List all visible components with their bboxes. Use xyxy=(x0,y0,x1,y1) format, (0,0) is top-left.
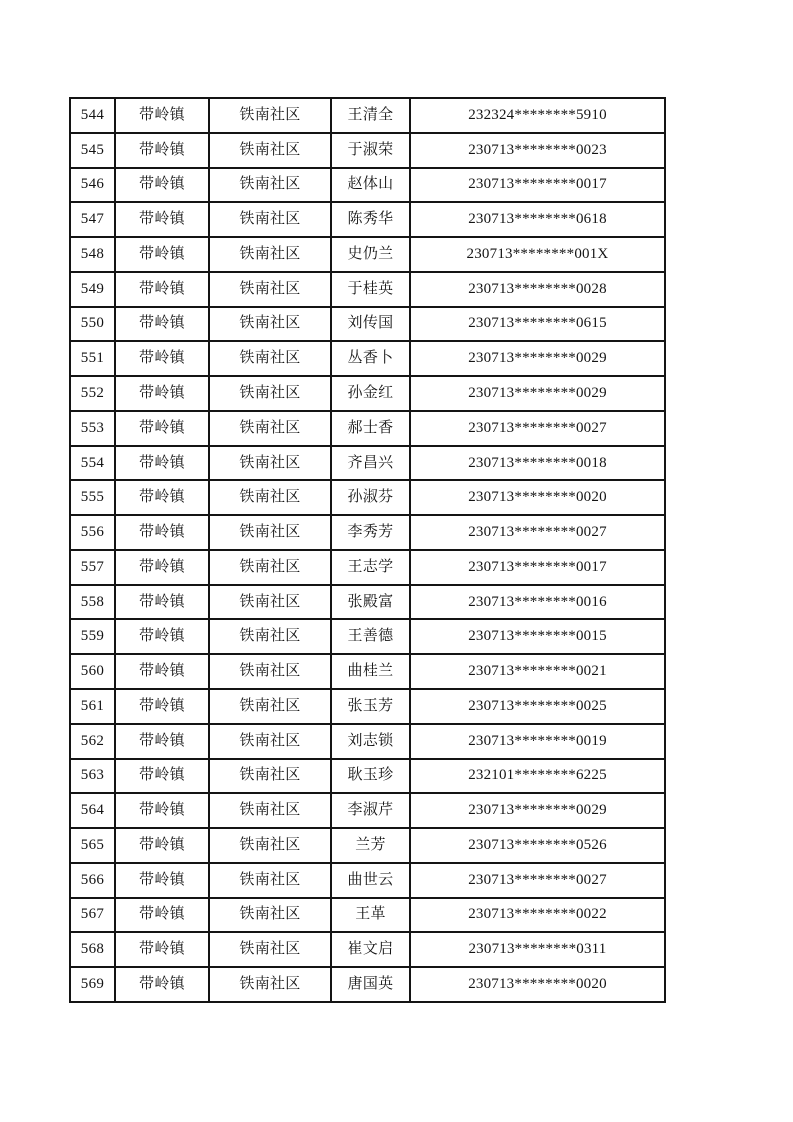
table-row xyxy=(70,376,665,411)
cell-community: 铁南社区 xyxy=(209,202,331,237)
cell-town: 带岭镇 xyxy=(115,898,209,933)
cell-community: 铁南社区 xyxy=(209,237,331,272)
cell-name: 曲桂兰 xyxy=(331,654,410,689)
cell-index: 549 xyxy=(70,272,115,307)
table-row xyxy=(70,168,665,203)
table-row xyxy=(70,932,665,967)
cell-community: 铁南社区 xyxy=(209,793,331,828)
cell-community: 铁南社区 xyxy=(209,759,331,794)
cell-id-masked: 230713********0015 xyxy=(410,619,665,654)
cell-index: 544 xyxy=(70,98,115,133)
cell-community: 铁南社区 xyxy=(209,515,331,550)
cell-id-masked: 230713********0027 xyxy=(410,515,665,550)
table-row xyxy=(70,793,665,828)
resident-roster-table xyxy=(69,97,666,1003)
cell-name: 郝士香 xyxy=(331,411,410,446)
cell-community: 铁南社区 xyxy=(209,376,331,411)
cell-name: 王志学 xyxy=(331,550,410,585)
cell-index: 563 xyxy=(70,759,115,794)
cell-town: 带岭镇 xyxy=(115,724,209,759)
cell-town: 带岭镇 xyxy=(115,341,209,376)
cell-index: 551 xyxy=(70,341,115,376)
cell-id-masked: 230713********0021 xyxy=(410,654,665,689)
cell-community: 铁南社区 xyxy=(209,898,331,933)
cell-index: 565 xyxy=(70,828,115,863)
cell-name: 王清全 xyxy=(331,98,410,133)
cell-community: 铁南社区 xyxy=(209,828,331,863)
cell-community: 铁南社区 xyxy=(209,98,331,133)
table-row xyxy=(70,341,665,376)
cell-community: 铁南社区 xyxy=(209,932,331,967)
cell-index: 566 xyxy=(70,863,115,898)
cell-name: 唐国英 xyxy=(331,967,410,1002)
cell-town: 带岭镇 xyxy=(115,376,209,411)
cell-index: 552 xyxy=(70,376,115,411)
cell-name: 刘志锁 xyxy=(331,724,410,759)
table-row xyxy=(70,411,665,446)
table-row xyxy=(70,307,665,342)
cell-index: 557 xyxy=(70,550,115,585)
cell-id-masked: 230713********0029 xyxy=(410,341,665,376)
table-row xyxy=(70,619,665,654)
table-row xyxy=(70,515,665,550)
roster-table-body xyxy=(70,98,665,1002)
cell-town: 带岭镇 xyxy=(115,689,209,724)
table-row xyxy=(70,550,665,585)
cell-id-masked: 230713********0618 xyxy=(410,202,665,237)
cell-index: 545 xyxy=(70,133,115,168)
table-row xyxy=(70,446,665,481)
cell-id-masked: 230713********0311 xyxy=(410,932,665,967)
cell-town: 带岭镇 xyxy=(115,550,209,585)
table-row xyxy=(70,724,665,759)
cell-id-masked: 230713********0019 xyxy=(410,724,665,759)
cell-town: 带岭镇 xyxy=(115,585,209,620)
cell-name: 丛香卜 xyxy=(331,341,410,376)
cell-town: 带岭镇 xyxy=(115,237,209,272)
cell-id-masked: 230713********0020 xyxy=(410,967,665,1002)
cell-name: 王革 xyxy=(331,898,410,933)
cell-index: 560 xyxy=(70,654,115,689)
cell-town: 带岭镇 xyxy=(115,202,209,237)
cell-community: 铁南社区 xyxy=(209,307,331,342)
cell-index: 558 xyxy=(70,585,115,620)
table-row xyxy=(70,898,665,933)
cell-community: 铁南社区 xyxy=(209,133,331,168)
cell-name: 刘传国 xyxy=(331,307,410,342)
cell-community: 铁南社区 xyxy=(209,863,331,898)
cell-town: 带岭镇 xyxy=(115,932,209,967)
cell-id-masked: 230713********0023 xyxy=(410,133,665,168)
cell-town: 带岭镇 xyxy=(115,480,209,515)
cell-community: 铁南社区 xyxy=(209,550,331,585)
cell-community: 铁南社区 xyxy=(209,654,331,689)
cell-town: 带岭镇 xyxy=(115,828,209,863)
table-row xyxy=(70,967,665,1002)
table-row xyxy=(70,654,665,689)
cell-town: 带岭镇 xyxy=(115,133,209,168)
cell-id-masked: 230713********0018 xyxy=(410,446,665,481)
table-row xyxy=(70,272,665,307)
cell-town: 带岭镇 xyxy=(115,967,209,1002)
cell-index: 546 xyxy=(70,168,115,203)
cell-town: 带岭镇 xyxy=(115,759,209,794)
cell-town: 带岭镇 xyxy=(115,619,209,654)
table-row xyxy=(70,585,665,620)
cell-index: 555 xyxy=(70,480,115,515)
cell-index: 567 xyxy=(70,898,115,933)
cell-community: 铁南社区 xyxy=(209,585,331,620)
cell-town: 带岭镇 xyxy=(115,411,209,446)
cell-town: 带岭镇 xyxy=(115,307,209,342)
cell-id-masked: 230713********0017 xyxy=(410,168,665,203)
cell-index: 561 xyxy=(70,689,115,724)
cell-community: 铁南社区 xyxy=(209,272,331,307)
cell-name: 张玉芳 xyxy=(331,689,410,724)
cell-town: 带岭镇 xyxy=(115,515,209,550)
cell-community: 铁南社区 xyxy=(209,446,331,481)
cell-name: 赵体山 xyxy=(331,168,410,203)
cell-name: 于淑荣 xyxy=(331,133,410,168)
cell-name: 李秀芳 xyxy=(331,515,410,550)
cell-name: 陈秀华 xyxy=(331,202,410,237)
cell-name: 张殿富 xyxy=(331,585,410,620)
cell-name: 李淑芹 xyxy=(331,793,410,828)
table-row xyxy=(70,828,665,863)
cell-id-masked: 230713********0020 xyxy=(410,480,665,515)
cell-id-masked: 230713********0027 xyxy=(410,411,665,446)
cell-id-masked: 230713********0029 xyxy=(410,376,665,411)
table-row xyxy=(70,133,665,168)
cell-index: 548 xyxy=(70,237,115,272)
cell-community: 铁南社区 xyxy=(209,689,331,724)
cell-town: 带岭镇 xyxy=(115,793,209,828)
cell-id-masked: 230713********0027 xyxy=(410,863,665,898)
cell-town: 带岭镇 xyxy=(115,863,209,898)
cell-name: 王善德 xyxy=(331,619,410,654)
cell-id-masked: 230713********0016 xyxy=(410,585,665,620)
cell-index: 568 xyxy=(70,932,115,967)
cell-id-masked: 230713********0029 xyxy=(410,793,665,828)
cell-id-masked: 232324********5910 xyxy=(410,98,665,133)
cell-name: 齐昌兴 xyxy=(331,446,410,481)
cell-town: 带岭镇 xyxy=(115,272,209,307)
table-row xyxy=(70,759,665,794)
cell-name: 于桂英 xyxy=(331,272,410,307)
cell-name: 崔文启 xyxy=(331,932,410,967)
cell-index: 559 xyxy=(70,619,115,654)
cell-town: 带岭镇 xyxy=(115,654,209,689)
cell-id-masked: 230713********0615 xyxy=(410,307,665,342)
cell-name: 耿玉珍 xyxy=(331,759,410,794)
cell-name: 史仍兰 xyxy=(331,237,410,272)
cell-id-masked: 230713********0022 xyxy=(410,898,665,933)
cell-index: 569 xyxy=(70,967,115,1002)
cell-community: 铁南社区 xyxy=(209,411,331,446)
cell-town: 带岭镇 xyxy=(115,98,209,133)
cell-index: 564 xyxy=(70,793,115,828)
cell-index: 550 xyxy=(70,307,115,342)
cell-id-masked: 230713********001X xyxy=(410,237,665,272)
cell-name: 兰芳 xyxy=(331,828,410,863)
cell-community: 铁南社区 xyxy=(209,619,331,654)
cell-name: 曲世云 xyxy=(331,863,410,898)
table-row xyxy=(70,98,665,133)
cell-town: 带岭镇 xyxy=(115,168,209,203)
cell-index: 556 xyxy=(70,515,115,550)
cell-community: 铁南社区 xyxy=(209,724,331,759)
cell-community: 铁南社区 xyxy=(209,480,331,515)
cell-index: 553 xyxy=(70,411,115,446)
cell-id-masked: 230713********0017 xyxy=(410,550,665,585)
cell-id-masked: 230713********0028 xyxy=(410,272,665,307)
cell-index: 562 xyxy=(70,724,115,759)
cell-name: 孙金红 xyxy=(331,376,410,411)
cell-community: 铁南社区 xyxy=(209,967,331,1002)
cell-id-masked: 232101********6225 xyxy=(410,759,665,794)
table-row xyxy=(70,237,665,272)
cell-community: 铁南社区 xyxy=(209,341,331,376)
cell-town: 带岭镇 xyxy=(115,446,209,481)
cell-community: 铁南社区 xyxy=(209,168,331,203)
cell-id-masked: 230713********0526 xyxy=(410,828,665,863)
cell-index: 554 xyxy=(70,446,115,481)
table-row xyxy=(70,480,665,515)
table-row xyxy=(70,202,665,237)
cell-index: 547 xyxy=(70,202,115,237)
table-row xyxy=(70,863,665,898)
table-row xyxy=(70,689,665,724)
cell-name: 孙淑芬 xyxy=(331,480,410,515)
cell-id-masked: 230713********0025 xyxy=(410,689,665,724)
